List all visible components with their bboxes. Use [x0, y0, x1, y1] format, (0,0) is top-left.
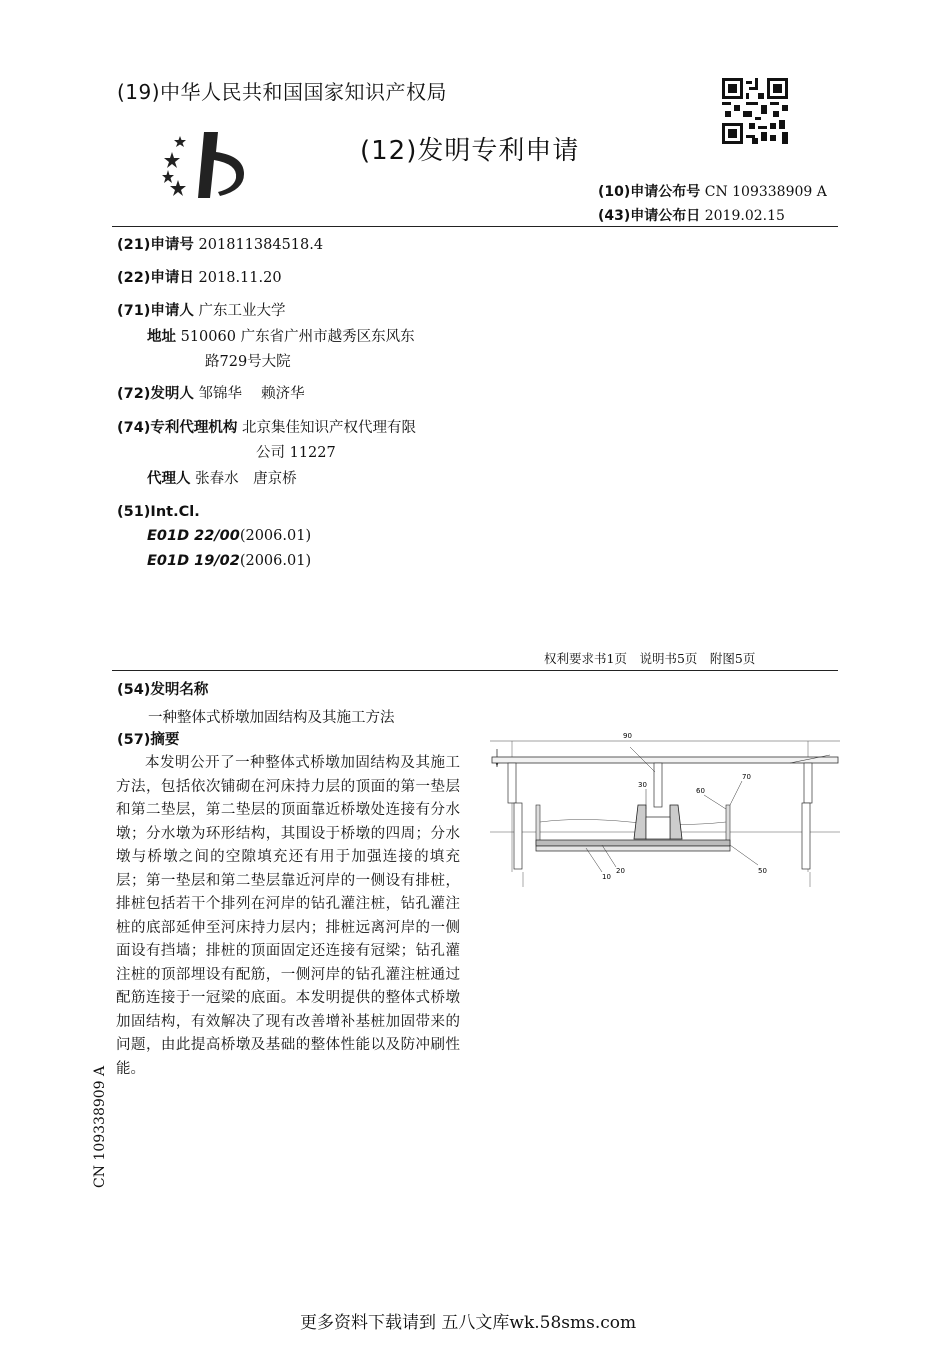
ipc-version: (2006.01)	[239, 553, 312, 569]
biblio-divider	[112, 670, 838, 671]
applicant-row	[117, 302, 286, 320]
page-counts: 权利要求书1页 说明书5页 附图5页	[544, 651, 756, 666]
abstract-label-text: (57)摘要	[117, 732, 180, 748]
abstract-text: 本发明公开了一种整体式桥墩加固结构及其施工方法，包括依次铺砌在河床持力层的顶面的第一垫层和第二垫层，第二垫层的顶面靠近桥墩处连接有分水墩；分水墩为环形结构，其围设于桥墩的四周；分水墩与桥墩之间的空隙填充还有用于加强连接的填充层；第一垫层和第二垫层靠近河岸的一侧设有排桩，排桩包括若干个排列在河岸的钻孔灌注桩，钻孔灌注桩的底部延伸至河床持力层内；排桩远离河岸的一侧面设有挡墙；排桩的顶面固定还连接有冠梁；钻孔灌注桩的顶部埋设有配筋，一侧河岸的钻孔灌注桩通过配筋连接于一冠梁的底面。本发明提供的整体式桥墩加固结构，有效解决了现有改善增补基桩加固带来的问题，由此提高桥墩及基础的整体性能以及防冲刷性能。	[116, 755, 460, 1077]
figure-label: 30	[638, 781, 647, 789]
figure-label: 90	[623, 732, 632, 740]
footer-link[interactable]: 更多资料下载请到 五八文库wk.58sms.com	[300, 1313, 637, 1333]
figure-label: 10	[602, 873, 611, 881]
side-publication-number: CN 109338909 A	[92, 1065, 108, 1188]
figure-label: 50	[758, 867, 767, 875]
address-line-1: 510060 广东省广州市越秀区东风东	[180, 329, 415, 345]
publication-date: 2019.02.15	[704, 208, 785, 224]
document-type: (12)发明专利申请	[360, 136, 580, 166]
agency-line-2: 公司 11227	[256, 445, 336, 461]
ipc-entry	[147, 528, 311, 544]
inventors-row	[117, 385, 305, 403]
agency-line-1: 北京集佳知识产权代理有限	[242, 420, 417, 436]
ipc-code: E01D 22/00	[147, 528, 240, 544]
cnipa-logo	[158, 130, 246, 200]
agent: 张春水 唐京桥	[195, 471, 297, 487]
figure-label: 20	[616, 867, 625, 875]
inventors: 邹锦华 赖济华	[198, 386, 305, 402]
ipc-entry	[147, 553, 311, 569]
agency-row	[117, 419, 416, 437]
inventors-label: (72)发明人	[117, 386, 194, 402]
publication-number: CN 109338909 A	[704, 184, 827, 200]
figure-label: 60	[696, 787, 705, 795]
filing-date: 2018.11.20	[198, 270, 282, 286]
publication-number-label: (10)申请公布号	[598, 184, 701, 200]
address-line-2-row	[205, 353, 291, 371]
publication-date-row	[598, 205, 785, 225]
header-divider	[112, 226, 838, 227]
figure-label: 70	[742, 773, 751, 781]
address-row	[147, 328, 415, 346]
application-number-row	[117, 236, 323, 254]
abstract-label	[117, 731, 179, 749]
qr-code	[722, 78, 788, 144]
office-name: (19)中华人民共和国国家知识产权局	[117, 80, 448, 104]
agency-label: (74)专利代理机构	[117, 420, 238, 436]
applicant: 广东工业大学	[198, 303, 286, 319]
applicant-label: (71)申请人	[117, 303, 194, 319]
filing-date-label: (22)申请日	[117, 270, 194, 286]
address-label: 地址	[147, 329, 176, 345]
intcl-row	[117, 503, 200, 521]
invention-title: 一种整体式桥墩加固结构及其施工方法	[148, 710, 395, 726]
filing-date-row	[117, 269, 282, 287]
publication-date-label: (43)申请公布日	[598, 208, 701, 224]
title-label	[117, 681, 208, 699]
application-number: 201811384518.4	[198, 237, 324, 253]
publication-number-row	[598, 181, 827, 201]
ipc-code: E01D 19/02	[147, 553, 240, 569]
intcl-label: (51)Int.Cl.	[117, 504, 200, 520]
application-number-label: (21)申请号	[117, 237, 194, 253]
ipc-version: (2006.01)	[239, 528, 312, 544]
address-line-2: 路729号大院	[205, 354, 291, 370]
agency-line-2-row	[256, 444, 336, 462]
agent-row	[147, 470, 297, 488]
title-label-text: (54)发明名称	[117, 682, 209, 698]
agent-label: 代理人	[147, 471, 191, 487]
abstract-figure	[490, 727, 840, 892]
